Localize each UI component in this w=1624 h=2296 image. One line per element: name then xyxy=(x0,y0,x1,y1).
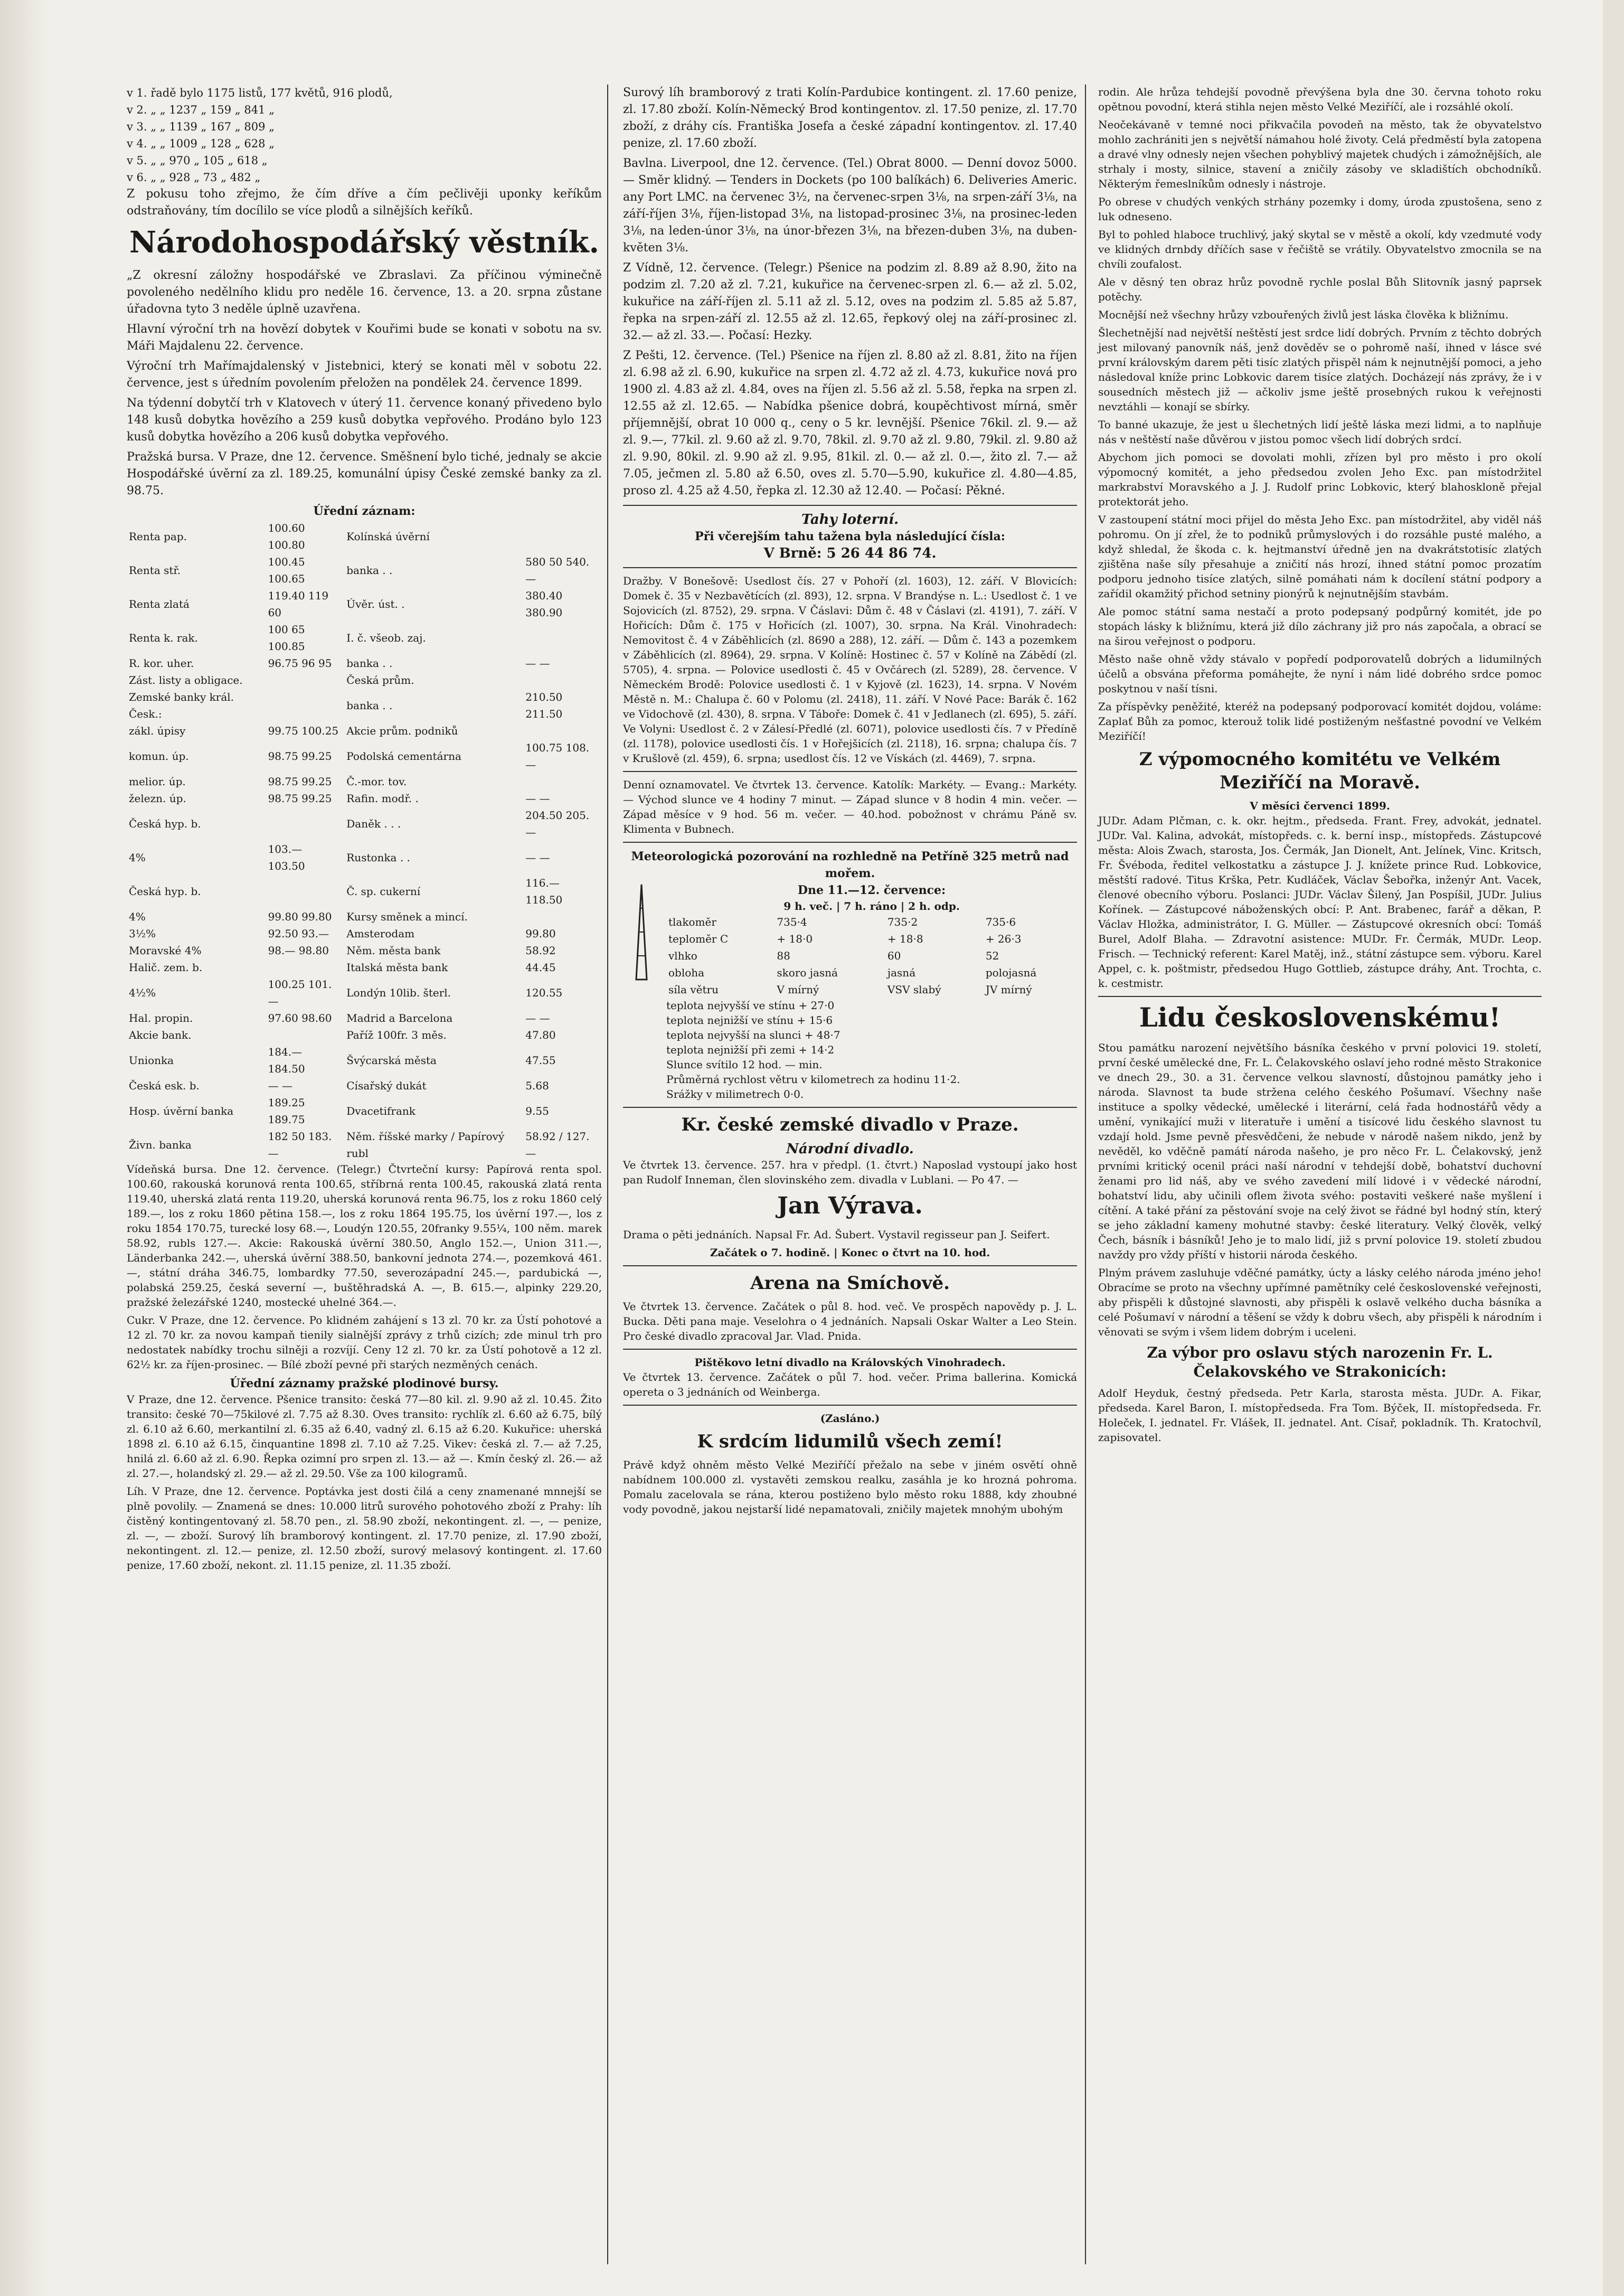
exchange-cell: Unionka xyxy=(129,1054,174,1067)
committee-date: V měsíci červenci 1899. xyxy=(1250,799,1390,812)
page-edge xyxy=(1603,0,1624,2296)
meteo-block xyxy=(623,882,1077,1102)
committee-title: Z výpomocného komitétu ve Velkém Meziříčí na Moravě. xyxy=(1139,749,1501,793)
meteo-cell: síla větru xyxy=(668,983,719,996)
exchange-cell xyxy=(266,959,345,976)
article: Mocnější než všechny hrůzy vzbouřených živlů jest láska člověka k bližnímu. xyxy=(1098,308,1509,321)
exchange-cell xyxy=(523,908,602,925)
article: Neočekávaně v temné noci přikvačila povodeň na město, tak že obyvatelstvo mohlo zachrániti jen s největší námahou holé životy. Celá předměstí byla zatopena a dravé vlny odnesly nejen všechen pohyblivý majetek chudých i zámožnějších, ale strhaly i mosty, silnice, stavení a zničily zásoby ve skladištích obchodníků. Některým řemeslníkům odnesly i nástroje. xyxy=(1098,118,1542,190)
exchange-cell: 47.80 xyxy=(525,1029,556,1041)
meteo-cell: polojasná xyxy=(985,966,1037,979)
article: Na týdenní dobytčí trh v Klatovech v úterý 11. července konaný přivedeno bylo 148 kusů dobytka hovězího a 259 kusů dobytka vepřového. Prodáno bylo 123 kusů dobytka hovězího a 206 kusů dobytka vepřového. xyxy=(127,397,602,444)
exchange-row xyxy=(127,553,602,587)
meteo-cell: 88 xyxy=(777,949,790,962)
exchange-cell: 58.92 xyxy=(525,944,556,957)
appeal-text: Právě když ohněm město Velké Meziříčí přežalo na sebe v jiném osvětí ohně nabídnem 100.000 zl. vystavěti zemskou realku, zasáhla je ko hrozná pohroma. Pomalu zacelovala se rána, kterou postiženo bylo město roku 1888, kdy zhoubné vody povodně, jakou nejstarší lidé nepamatovali, zničily majetek mnohým ubohým xyxy=(623,1458,1077,1516)
exchange-cell: Podolská cementárna xyxy=(346,750,461,763)
meteo-cell: VSV slabý xyxy=(887,983,941,996)
exchange-cell: Italská města bank xyxy=(346,961,448,974)
column-rule xyxy=(1085,84,1086,2264)
harvest-list xyxy=(127,84,602,186)
exchange-cell: banka . . xyxy=(346,564,393,577)
meteo-extra: Slunce svítilo 12 hod. — min. xyxy=(666,1058,823,1071)
meteo-table xyxy=(666,914,1077,998)
exchange-cell xyxy=(523,621,602,655)
exchange-cell: Česká hyp. b. xyxy=(129,817,201,830)
meteo-cell: 735·6 xyxy=(985,916,1016,928)
exchange-cell: 58.92 / 127.— xyxy=(525,1130,590,1160)
exchange-row xyxy=(127,1128,602,1162)
exchange-cell: 210.50 211.50 xyxy=(525,691,563,720)
column-1 xyxy=(127,84,602,1576)
article: Líh. V Praze, dne 12. července. Poptávka jest dosti čilá a ceny znamenané mnnejší se plně povolily. — Znamená se dnes: 10.000 litrů surového pohotového zboží z Prahy: líh čistěný kontingentovaný zl. 58.70 pen., zl. 58.90 zboží, nekontingent. zl. —, — penize, zl. —, — zboží. Surový líh bramborový kontingent. zl. 17.70 penize, zl. 17.90 zboží, nekontingent. zl. 12.— penize, zl. 12.50 zboží, surový melasový kontingent. zl. 17.60 penize, 17.60 zboží, nekont. zl. 11.15 penize, zl. 11.35 zboží. xyxy=(127,1485,602,1572)
harvest-line: v 6. „ „ 928 „ 73 „ 482 „ xyxy=(127,171,261,184)
selection-text: Adolf Heyduk, čestný předseda. Petr Karla, starosta města. JUDr. A. Fikar, předseda. Karel Baron, I. místopředseda. Fra Tom. Býček, II. místopředseda. Fr. Holeček, I. jednatel. Fr. Vlášek, II. jednatel. Ant. Císař, pokladník. Th. Kratochvíl, zapisovatel. xyxy=(1098,1387,1542,1444)
exchange-cell: I. č. všeob. zaj. xyxy=(346,632,426,644)
exchange-cell: Paříž 100fr. 3 měs. xyxy=(346,1029,447,1041)
play-time: Začátek o 7. hodině. | Konec o čtvrt na 10. hod. xyxy=(710,1246,990,1259)
exchange-cell: Zást. listy a obligace. xyxy=(129,674,243,686)
exchange-cell: Česká hyp. b. xyxy=(129,885,201,898)
exchange-cell: banka . . xyxy=(346,657,393,670)
exchange-cell: Moravské 4% xyxy=(129,944,202,957)
exchange-cell: — — xyxy=(525,851,550,864)
committee-text: JUDr. Adam Plčman, c. k. okr. hejtm., předseda. Frant. Frey, advokát, jednatel. JUDr. Val. Kalina, advokát, místopředs. c. k. berní insp., místopředs. Zástupcové města: Alois Zwach, starosta, Jos. Čermák, Jan Dionelt, Ant. Jelínek, Vinc. Kritsch, Fr. Švéboda, ředitel velkostatku a zástupce J. J. knížete prince Rud. Lobkovice, městští radové. Titus Krška, Petr. Kudláček, Václav Šebořka, inženýr Ant. Vacek, členové obecního výboru. Poslanci: JUDr. Václav Šilený, Jan Pospíšil, JUDr. Julius Kořínek. — Zástupcové náboženských obcí: P. Ant. Brabenec, farář a děkan, P. Václav Hložka, administrátor, I. G. Müller. — Zástupcové okresních obcí: Tomáš Burel, Adolf Blaha. — Zdravotní asistence: MUDr. Fr. Čermák, MUDr. Leop. Frisch. — Technický referent: Karel Matěj, inž., státní zástupce sem. výboru. Karel Appel, c. k. poštmistr, předsedou Hugo Gottlieb, zástupce dráhy, Ant. Trochta, c. k. cestmistr. xyxy=(1098,814,1542,990)
meteo-cell: 60 xyxy=(887,949,901,962)
exchange-row xyxy=(127,1077,602,1094)
meteo-cell: 52 xyxy=(985,949,999,962)
exchange-cell: Hal. propin. xyxy=(129,1012,193,1024)
exchange-cell: Švýcarská města xyxy=(346,1054,437,1067)
harvest-line: v 3. „ „ 1139 „ 167 „ 809 „ xyxy=(127,120,275,133)
harvest-line: v 2. „ „ 1237 „ 159 „ 841 „ xyxy=(127,103,275,116)
exchange-row xyxy=(127,655,602,672)
article: Byl to pohled hlaboce truchlivý, jaký skytal se v městě a okolí, kdy vzedmuté vody ve klidných drnbdy dříčích sase v řečiště se vrátily. Obyvatelstvo zmocnila se na chvíli zoufalost. xyxy=(1098,228,1542,270)
exchange-cell: — — xyxy=(525,792,550,805)
exchange-cell: banka . . xyxy=(346,699,393,712)
meteo-cell: jasná xyxy=(887,966,916,979)
article: V zastoupení státní moci přijel do města Jeho Exc. pan místodržitel, aby viděl náš pohromu. On jí zřel, že to podniků průmyslových i do rozsáhle pusté malého, a když shledal, že škoda c. k. hejtmanství úředně jen na dvakrátstotisíc zlatých zjištěna naše síly přesahuje a zničití nás hrozí, ihned státní pomoc prozatím podporu jednoho tisíce zlatých, silně pomáhati nám k docílení státní podpory a zařídil okamžitý přichod setniny pionýrů k nejnutnějším stavbám. xyxy=(1098,513,1542,600)
exchange-cell: 98.75 99.25 xyxy=(268,750,332,763)
exchange-table xyxy=(127,520,602,1162)
meteo-cell: skoro jasná xyxy=(777,966,838,979)
exchange-cell: Dvacetifrank xyxy=(346,1105,416,1117)
exchange-cell: železn. úp. xyxy=(129,792,186,805)
meteo-row xyxy=(666,981,1077,998)
exchange-cell: 100 65 100.85 xyxy=(268,623,305,653)
exchange-row xyxy=(127,672,602,689)
article: Město naše ohně vždy stávalo v popředí podporovatelů dobrých a lidumilných účelů a obsvána přeforma pomáhejte, že nyní i nám lidé dobrého srdce pomoc poskytnou v naší tísni. xyxy=(1098,653,1542,695)
exchange-cell: 99.75 100.25 xyxy=(268,724,339,737)
exchange-cell: 4½% xyxy=(129,986,156,999)
theatre-title: Pištěkovo letní divadlo na Královských Vinohradech. xyxy=(694,1356,1006,1369)
exchange-cell: 3½% xyxy=(129,927,156,940)
exchange-row xyxy=(127,874,602,908)
exchange-cell: Renta zlatá xyxy=(129,598,190,610)
article: Cukr. V Praze, dne 12. července. Po klidném zahájení s 13 zl. 70 kr. za Ústí pohotové a 12 zl. 70 kr. za novou kampaň tienily sialnější zprávy z trhů cizích; zde minul trh pro nedostatek nabídky trochu silněji a rozvíjí. Ceny 12 zl. 70 kr. za Ústí pohotově a 12 zl. 62½ kr. za říjen-prosinec. — Bílé zboží pevné při starých nezměných cenách. xyxy=(127,1314,602,1371)
exchange-cell: Zemské banky král. Česk.: xyxy=(129,691,234,720)
harvest-line: v 5. „ „ 970 „ 105 „ 618 „ xyxy=(127,154,268,167)
exchange-cell: 184.— 184.50 xyxy=(268,1046,305,1075)
exchange-cell: Halič. zem. b. xyxy=(129,961,203,974)
meteo-cell: JV mírný xyxy=(985,983,1032,996)
exchange-cell: 9.55 xyxy=(525,1105,549,1117)
exchange-cell: 47.55 xyxy=(525,1054,556,1067)
exchange-cell: 182 50 183.— xyxy=(268,1130,332,1160)
article: Výroční trh Mařímajdalenský v Jistebnici, který se konati měl v sobotu 22. července, jest s úředním povolením přeložen na pondělek 24. července 1899. xyxy=(127,360,602,390)
article: rodin. Ale hrůza tehdejší povodně převýšena byla dne 30. června tohoto roku opětnou povodní, která stihla nejen město Velké Meziříčí, ale i rozsáhlé okolí. xyxy=(1098,86,1542,113)
harvest-line: v 1. řadě bylo 1175 listů, 177 květů, 916 plodů, xyxy=(127,87,393,99)
nation-text: Stou památku narození největšího básníka českého v první polovici 19. století, první české umělecké dne, Fr. L. Čelakovského oslaví jeho rodné město Strakonice ve dnech 29., 30. a 31. července velkou slavností, důstojnou památky jeho i národa. Slavnost ta bude stržena celého českého Pošumaví. Všechny naše instituce a spolky vědecké, umělecké i literární, celá řada hodnostářů vědy a umění, vynikající muži v literatuře i umění a tisícové lidu českého slavnost tu vzdají hold. Jsme pevně přesvědčeni, že nebude v národě našem nikdo, jenž by nevěděl, ko vděčně památí národa našeho, je pro něco Fr. L. Čelakovský, jenž prvními kritický ocenil práci naší národní v tehdejší době, bohatství duchovní ženami pro lid náš, aby ve svého zavedení milí lidové i v vědecké národní, bohatství lidu, aby učinili oflem života svého: postaviti veškeré naše myšlení i cítění. A také přání za pěstování svoje na celý život se řádné byl hodný stín, který se jeho základní kameny mohutné stavby: české literatury. Velký člověk, velký Čech, básník i básníků! Jeho je to malo lidí, již s první polovice 19. století zbudou navždy pro vždy příští v historii národa českého. xyxy=(1098,1041,1542,1261)
meteo-extra: Srážky v milimetrech 0·0. xyxy=(666,1088,804,1100)
article: Hlavní výroční trh na hovězí dobytek v Kouřimi bude se konati v sobotu na sv. Máři Majdalenu 22. července. xyxy=(127,323,602,353)
exchange-cell: 204.50 205.— xyxy=(525,809,590,839)
exchange-cell xyxy=(523,773,602,790)
exchange-cell: 100.75 108.— xyxy=(525,741,590,771)
meteo-extra: teplota nejvyšší na slunci + 48·7 xyxy=(666,1029,841,1041)
zasl-label: (Zasláno.) xyxy=(820,1412,880,1425)
article: Z Pešti, 12. července. (Tel.) Pšenice na říjen zl. 8.80 až zl. 8.81, žito na říjen zl. 6.98 až zl. 6.90, kukuřice na srpen zl. 4.72 až zl. 4.73, kukuřice nová pro 1900 zl. 4.83 až zl. 4.84, oves na říjen zl. 5.56 až zl. 5.58, řepka na srpen zl. 12.55 až zl. 12.65. — Nabídka pšenice dobrá, koupěchtivost mírná, směr příjemnější, obrat 10 000 q., ceny o 5 kr. levnější. Pšenice 76kil. zl. 9.— až zl. 9.—, 77kil. zl. 9.60 až zl. 9.70, 78kil. zl. 9.70 až zl. 9.80, 79kil. zl. 9.80 až zl. 9.90, 80kil. zl. 9.90 až zl. 9.95, 81kil. zl. 0.— až zl. 0.—, žito zl. 7.— až 7.05, ječmen zl. 5.80 až 6.50, oves zl. 5.70—5.90, kukuřice zl. 4.80—4.85, proso zl. 4.25 až 4.50, řepka zl. 12.30 až 12.40. — Počasí: Pěkné. xyxy=(623,349,1077,497)
meteo-cell: + 18·8 xyxy=(887,933,923,945)
exchange-cell: Rustonka . . xyxy=(346,851,410,864)
meteo-cell: teploměr C xyxy=(668,933,729,945)
exchange-row xyxy=(127,925,602,942)
exchange-cell: Hosp. úvěrní banka xyxy=(129,1105,234,1117)
theatre-text: Ve čtvrtek 13. července. 257. hra v předpl. (1. čtvrt.) Naposlad vystoupí jako host pan Rudolf Inneman, člen slovinského zem. divadla v Lublani. — Po 47. — xyxy=(623,1159,1077,1186)
article: „Z okresní záložny hospodářské ve Zbraslavi. Za příčinou výminečně povoleného nedělního klidu pro neděle 16. července, 13. a 20. srpna zůstane úřadovna tyto 3 neděle úplně uzavřena. xyxy=(127,269,602,316)
meteo-row xyxy=(666,930,1077,947)
exchange-cell: zákl. úpisy xyxy=(129,724,186,737)
exchange-cell xyxy=(523,672,602,689)
exchange-cell: Amsterodam xyxy=(346,927,415,940)
article: Ale pomoc státní sama nestačí a proto podepsaný podpůrný komitét, jde po stopách lásky k bližnímu, která již dílo záchrany již pro nás započala, a obrací se na širou veřejnost o podporu. xyxy=(1098,605,1542,647)
meteo-cell: tlakoměr xyxy=(668,916,716,928)
exchange-row xyxy=(127,621,602,655)
nation-title: Lidu československému! xyxy=(1139,1002,1501,1033)
article: Vídeňská bursa. Dne 12. července. (Telegr.) Čtvrteční kursy: Papírová renta spol. 100.60, rakouská korunová renta 100.65, stříbrná renta 100.45, rakouská zlatá renta 119.40, uherská zlatá renta 119.20, uherská korunová renta 96.75, los z roku 1860 celý 189.—, los z roku 1860 pětina 158.—, los z roku 1864 195.75, los úvěrní 197.—, los z roku 1854 170.75, turecké losy 68.—, Loudýn 120.55, 20franky 9.55¼, 100 něm. marek 58.92, rubls 127.—. Akcie: Rakouská úvěrní 380.50, Anglo 152.—, Union 311.—, Länderbanka 242.—, uherská úvěrní 388.50, bankovní jednota 274.—, pozemková 461.—, státní dráha 346.75, lombardky 77.50, severozápadní 245.—, pardubická —, polabská 259.25, česká severní —, buštěhradská A. —, B. 615.—, alpinky 229.20, pražské železářské 1240, mostecké uhelné 364.—. xyxy=(127,1163,602,1309)
meteo-cell: + 18·0 xyxy=(777,933,813,945)
exchange-cell: 380.40 380.90 xyxy=(525,589,563,619)
harvest-line: v 4. „ „ 1009 „ 128 „ 628 „ xyxy=(127,137,275,150)
exchange-cell xyxy=(266,807,345,841)
meteo-cell: vlhko xyxy=(668,949,697,962)
appeal-title: K srdcím lidumilů všech zemí! xyxy=(697,1431,1003,1452)
exchange-row xyxy=(127,1027,602,1043)
article: Ale v děsný ten obraz hrůz povodně rychle poslal Bůh Slitovník jasný paprsek potěchy. xyxy=(1098,276,1542,303)
exchange-cell: 92.50 93.— xyxy=(268,927,329,940)
exchange-cell xyxy=(523,520,602,553)
exchange-cell: Akcie prům. podniků xyxy=(346,724,458,737)
exchange-cell: Císařský dukát xyxy=(346,1079,427,1092)
exchange-cell: 5.68 xyxy=(525,1079,549,1092)
article: To banné ukazuje, že jest u šlechetných lidí ještě láska mezi lidmi, a to naplňuje nás v neštěstí naše důvěrou v jistou pomoc všech lidí dobrých srdcí. xyxy=(1098,418,1542,446)
exchange-cell xyxy=(523,722,602,739)
exchange-cell: Akcie bank. xyxy=(129,1029,192,1041)
exchange-cell: Renta stř. xyxy=(129,564,181,577)
meteo-extra-list xyxy=(666,998,1077,1102)
article: Abychom jich pomoci se dovolati mohli, zřízen byl pro město i pro okolí výpomocný komitét, a jeho předsedou zvolen Jeho Exc. pan místodržitel markrabství Moravského a J. J. Rudolf princ Lobkovic, který blahoskloně přejal protektorát jeho. xyxy=(1098,451,1542,508)
exchange-cell xyxy=(266,874,345,908)
exchange-cell: 100.45 100.65 xyxy=(268,556,305,585)
meteo-extra: teplota nejnižší ve stínu + 15·6 xyxy=(666,1014,833,1027)
exchange-cell: Něm. říšské marky / Papírový rubl xyxy=(346,1130,505,1160)
article: Dražby. V Bonešově: Usedlost čís. 27 v Pohoří (zl. 1603), 12. září. V Blovicích: Domek č. 35 v Nezbavětících (zl. 893), 12. srpna. V Brandýse n. L.: Usedlost č. 1 ve Sojovicích (zl. 8752), 29. srpna. V Čáslavi: Dům č. 48 v Čáslavi (zl. 4191), 7. září. V Hořicích: Dům č. 175 v Hořicích (zl. 1007), 30. srpna. Na Král. Vinohradech: Nemovitost č. 4 v Záběhlicích (zl. 8690 a 288), 12. září. — Dům č. 143 a pozemkem v Záběhlicích (zl. 8964), 29. srpna. V Kolíně: Hostinec č. 57 v Kolíně na Zábědí (zl. 5705), 4. srpna. — Polovice usedlosti č. 45 v Ovčárech (zl. 5289), 28. července. V Německém Brodě: Polovice usedlosti č. 1 v Kyjově (zl. 1623), 14. srpna. V Novém Městě n. M.: Chalupa č. 60 v Polomu (zl. 2418), 11. září. V Nové Pace: Barák č. 162 ve Vidochově (zl. 430), 8. srpna. V Táboře: Domek č. 41 v Jedlanech (zl. 695), 5. září. Ve Volyni: Usedlost č. 2 v Zálesí-Předlé (zl. 6071), polovice usedlosti čís. 7 v Předíně (zl. 1178), polovice usedlosti čís. 1 v Hořejšicích (zl. 2118), 16. srpna; chalupa čís. 7 v Krušlově (zl. 459), 6. srpna; usedlost čís. 12 ve Vískách (zl. 4469), 7. srpna. xyxy=(623,575,1077,765)
exchange-cell: Daněk . . . xyxy=(346,817,401,830)
exchange-row xyxy=(127,520,602,553)
meteo-row xyxy=(666,947,1077,964)
exchange-row xyxy=(127,807,602,841)
theatre-text: Ve čtvrtek 13. července. Začátek o půl 8. hod. več. Ve prospěch napovědy p. J. L. Bucka. Děti pana maje. Veselohra o 4 jednáních. Napsali Oskar Walter a Leo Stein. Pro české divadlo zpracoval Jar. Vlad. Pnida. xyxy=(623,1300,1077,1342)
exchange-cell: komun. úp. xyxy=(129,750,189,763)
exchange-cell: 98.— 98.80 xyxy=(268,944,329,957)
exchange-cell: 96.75 96 95 xyxy=(268,657,332,670)
exchange-cell: Kursy směnek a mincí. xyxy=(346,910,468,923)
lottery-title: Tahy loterní. xyxy=(801,512,899,528)
meteo-cell: 735·2 xyxy=(887,916,918,928)
meteo-extra: teplota nejnižší při zemi + 14·2 xyxy=(666,1043,835,1056)
lottery-numbers: V Brně: 5 26 44 86 74. xyxy=(763,545,937,561)
harvest-note: Z pokusu toho zřejmo, že čím dříve a čím pečlivěji uponky keříkům odstraňovány, tím docílilo se více plodů a silnějších keříků. xyxy=(127,187,602,218)
exchange-cell: Živn. banka xyxy=(129,1138,192,1151)
exchange-cell xyxy=(266,672,345,689)
exchange-cell: Úvěr. úst. . xyxy=(346,598,405,610)
lottery-subtitle: Při včerejším tahu tažena byla následující čísla: xyxy=(695,530,1005,543)
exchange-cell: Renta k. rak. xyxy=(129,632,198,644)
theatre-title: Arena na Smíchově. xyxy=(750,1273,950,1294)
exchange-cell: 119.40 119 60 xyxy=(268,589,329,619)
exchange-cell: Londýn 10lib. šterl. xyxy=(346,986,451,999)
exchange-cell: 98.75 99.25 xyxy=(268,775,332,788)
petrin-tower-icon xyxy=(623,882,660,982)
exchange-row xyxy=(127,1043,602,1077)
exchange-cell: Něm. města bank xyxy=(346,944,441,957)
nation-text: Plným právem zasluhuje vděčné památky, úcty a lásky celého národa jméno jeho! Obracíme se proto na všechny upřímné pamětníky celé československé veřejnosti, aby přispěli k důstojné slavnosti, aby přispěli k oslavě velkého ducha básníka a celé Pošumaví v národní a těšení se vždy k dobru všech, aby přispěli k národním i věnovati se svým i všem lidem dobrým i uceleni. xyxy=(1098,1266,1542,1338)
exchange-row xyxy=(127,942,602,959)
exchange-cell: Česká prům. xyxy=(346,674,414,686)
column-3 xyxy=(1098,84,1542,1448)
theatre-title: Kr. české zemské divadlo v Praze. xyxy=(681,1114,1019,1135)
exchange-cell: 103.— 103.50 xyxy=(268,843,305,872)
exchange-row xyxy=(127,976,602,1010)
article: Z Vídně, 12. července. (Telegr.) Pšenice na podzim zl. 8.89 až 8.90, žito na podzim zl. 7.20 až zl. 7.21, kukuřice na červenec-srpen zl. 6.— až zl. 5.02, kukuřice na září-říjen zl. 5.11 až zl. 5.12, oves na podzim zl. 5.85 až 5.87, řepka na srpen-září zl. 12.55 až zl. 12.65, řepkový olej na září-prosinec zl. 32.— až zl. 33.—. Počasí: Hezky. xyxy=(623,261,1077,342)
column-rule xyxy=(607,84,608,2264)
subsection-title: Úřední záznamy pražské plodinové bursy. xyxy=(230,1377,499,1390)
meteo-cell: obloha xyxy=(668,966,705,979)
exchange-cell: melior. úp. xyxy=(129,775,186,788)
article: Surový líh bramborový z trati Kolín-Pardubice kontingent. zl. 17.60 penize, zl. 17.80 zboží. Kolín-Německý Brod kontingentov. zl. 17.50 penize, zl. 17.70 zboží, z dráhy cís. Františka Josefa a české západní kontingentov. zl. 17.40 penize, zl. 17.60 zboží. xyxy=(623,86,1077,150)
play-title: Jan Výrava. xyxy=(777,1192,923,1219)
exchange-cell: R. kor. uher. xyxy=(129,657,194,670)
column-2 xyxy=(623,84,1077,1520)
meteo-hours: 9 h. več. | 7 h. ráno | 2 h. odp. xyxy=(783,900,960,912)
play-text: Drama o pěti jednáních. Napsal Fr. Ad. Šubert. Vystavil regisseur pan J. Seifert. xyxy=(623,1228,1050,1241)
meteo-extra: teplota nejvyšší ve stínu + 27·0 xyxy=(666,999,835,1012)
article: Bavlna. Liverpool, dne 12. července. (Tel.) Obrat 8000. — Denní dovoz 5000. — Směr klidný. — Tenders in Dockets (po 100 balíkách) 6. Deliveries Americ. any Port LMC. na červenec 3½, na červenec-srpen 3⅛, na srpen-září 3⅛, na září-říjen 3⅛, říjen-listopad 3⅛, na listopad-prosinec 3⅛, na prosinec-leden 3⅛, na leden-únor 3⅛, na únor-březen 3⅛, na březen-duben 3⅛, na duben-květen 3⅛. xyxy=(623,157,1077,255)
exchange-row xyxy=(127,739,602,773)
exchange-cell: 97.60 98.60 xyxy=(268,1012,332,1024)
meteo-row xyxy=(666,914,1077,930)
exchange-cell: — — xyxy=(525,1012,550,1024)
article: Denní oznamovatel. Ve čtvrtek 13. července. Katolík: Markéty. — Evang.: Markéty. — Východ slunce ve 4 hodiny 7 minut. — Západ slunce v 8 hodin 4 min. večer. — Západ měsíce v 9 hod. 56 m. večer. — 40.hod. pobožnost v chrámu Páně sv. Klimenta v Bubnech. xyxy=(623,778,1077,835)
meteo-title: Meteorologická pozorování na rozhledně na Petříně 325 metrů nad mořem. xyxy=(631,850,1069,880)
theatre-subtitle: Národní divadlo. xyxy=(786,1141,914,1157)
exchange-cell: 4% xyxy=(129,851,146,864)
exchange-cell: 44.45 xyxy=(525,961,556,974)
exchange-cell: — — xyxy=(525,657,550,670)
exchange-cell xyxy=(266,1027,345,1043)
exchange-row xyxy=(127,841,602,874)
article: Šlechetnější nad největší neštěstí jest srdce lidí dobrých. Prvním z těchto dobrých jest milovaný panovník náš, jenž dověděv se o pohromě naší, ihned v lásce své první královským darem pěti tisíc zlatých přispěl nám k nejnutnější pomoci, a jeho následoval kníže princ Lobkovic darem tisíce zlatých. Docházejí nás zprávy, že i v sousedních městech již — ačkoliv jsme ještě prosebných rukou k veřejnosti nevztáhli — konají se sbírky. xyxy=(1098,326,1542,413)
exchange-cell: — — xyxy=(268,1079,292,1092)
exchange-row xyxy=(127,959,602,976)
meteo-extra: Průměrná rychlost větru v kilometrech za hodinu 11·2. xyxy=(666,1073,960,1086)
theatre-text: Ve čtvrtek 13. července. Začátek o půl 7. hod. večer. Prima ballerina. Komická opereta o 3 jednáních od Weinberga. xyxy=(623,1371,1077,1398)
meteo-cell: 735·4 xyxy=(777,916,807,928)
exchange-cell: 4% xyxy=(129,910,146,923)
exchange-cell: 580 50 540.— xyxy=(525,556,590,585)
exchange-cell: 120.55 xyxy=(525,986,563,999)
exchange-row xyxy=(127,689,602,722)
exchange-cell: Kolínská úvěrní xyxy=(346,530,430,543)
exchange-cell: 100.25 101.— xyxy=(268,978,332,1008)
meteo-cell: V mírný xyxy=(777,983,819,996)
exchange-cell: Č.-mor. tov. xyxy=(346,775,407,788)
exchange-row xyxy=(127,1010,602,1027)
exchange-cell: 100.60 100.80 xyxy=(268,522,305,551)
selection-title: Za výbor pro oslavu stých narozenin Fr. L. Čelakovského ve Strakonicích: xyxy=(1147,1344,1493,1380)
article: Pražská bursa. V Praze, dne 12. července. Směšnení bylo tiché, jednaly se akcie Hospodářské úvěrní za zl. 189.25, komunální úpisy České zemské banky za zl. 98.75. xyxy=(127,450,602,497)
article: Po obrese v chudých venkých strhány pozemky i domy, úroda zpustošena, seno z luk odneseno. xyxy=(1098,195,1542,223)
exchange-row xyxy=(127,1094,602,1128)
exchange-cell: Rafin. modř. . xyxy=(346,792,419,805)
exchange-cell: 189.25 189.75 xyxy=(268,1096,305,1126)
exchange-cell: Renta pap. xyxy=(129,530,187,543)
exchange-cell: 116.— 118.50 xyxy=(525,877,563,906)
exchange-cell: Č. sp. cukerní xyxy=(346,885,421,898)
exchange-row xyxy=(127,908,602,925)
exchange-cell: 99.80 xyxy=(525,927,556,940)
meteo-row xyxy=(666,964,1077,981)
article: Za příspěvky peněžité, kteréž na podepsaný podporovací komitét dojdou, voláme: Zaplať Bůh za pomoc, kterouž tolik lidé postiženým nešťastné povodní ve Velkém Meziříčí! xyxy=(1098,700,1542,742)
exchange-row xyxy=(127,587,602,621)
exchange-row xyxy=(127,722,602,739)
exchange-cell: 99.80 99.80 xyxy=(268,910,332,923)
table-title: Úřední záznam: xyxy=(313,504,416,518)
exchange-cell: Česká esk. b. xyxy=(129,1079,200,1092)
section-title: Národohospodářský věstník. xyxy=(129,225,600,260)
exchange-cell: Madrid a Barcelona xyxy=(346,1012,453,1024)
exchange-cell xyxy=(266,689,345,722)
article: V Praze, dne 12. července. Pšenice transito: česká 77—80 kil. zl. 9.90 až zl. 10.45. Žito transito: české 70—75kilové zl. 7.75 až 8.30. Oves transito: rychlík zl. 6.60 až 6.75, bílý zl. 6.10 až 6.60, merkantilní zl. 6.35 až 6.40, vadný zl. 6.15 až 6.20. Kukuřice: uherská 1898 zl. 6.10 až 6.15, činquantine 1898 zl. 7.10 až 7.25. Vikev: česká zl. 7.— až 7.25, hnilá zl. 6.60 až zl. 6.90. Řepka ozimní pro srpen zl. 13.— až —. Kmín český zl. 26.— až zl. 27.—, holandský zl. 29.— až zl. 29.50. Vše za 100 kilogramů. xyxy=(127,1393,602,1480)
meteo-cell: + 26·3 xyxy=(985,933,1022,945)
exchange-row xyxy=(127,773,602,790)
scan-edge xyxy=(0,0,48,2296)
exchange-row xyxy=(127,790,602,807)
meteo-date: Dne 11.—12. července: xyxy=(797,883,946,897)
exchange-cell: 98.75 99.25 xyxy=(268,792,332,805)
